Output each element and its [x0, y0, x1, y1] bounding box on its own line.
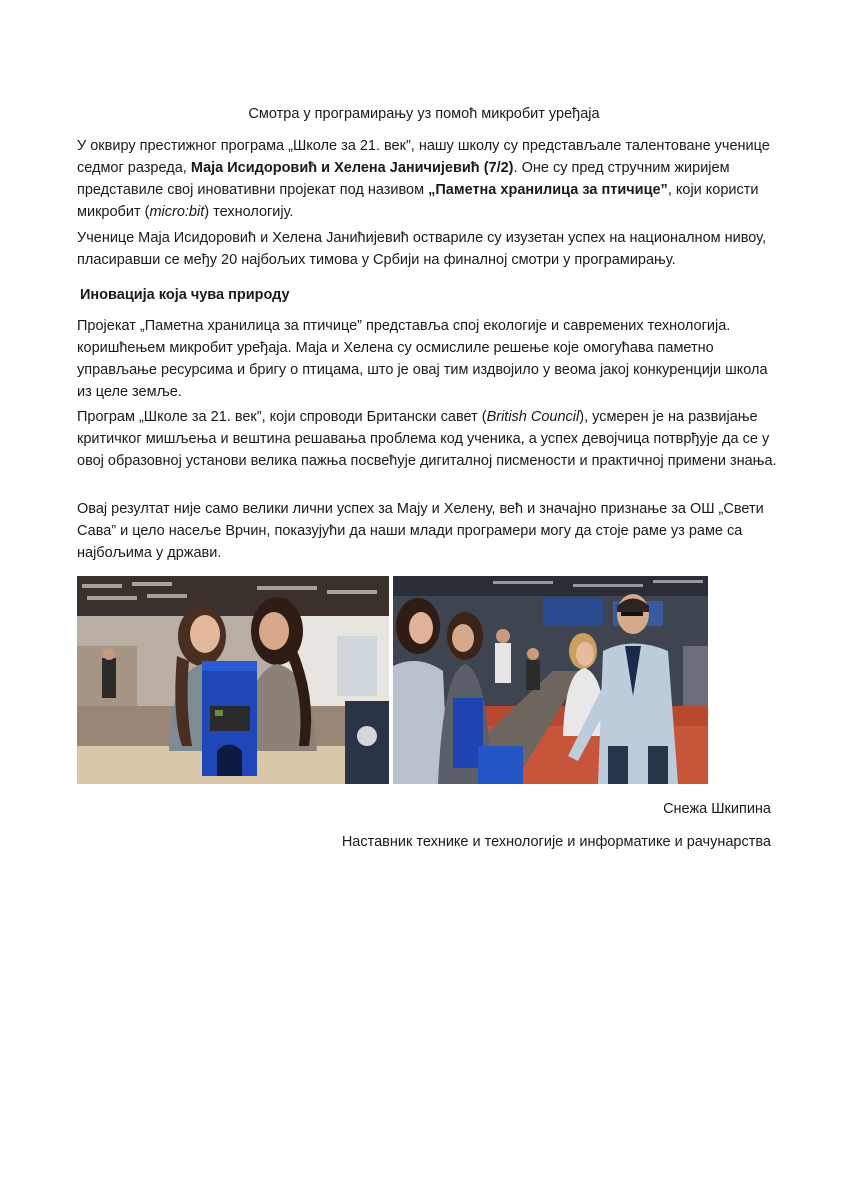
intro-text-b: . Оне су пред стручним жиријем представиле свој иновативни пројекат под називом: [77, 160, 730, 198]
signature-name: Снежа Шкипина: [663, 801, 771, 817]
intro-text-c: , који користи микробит (: [77, 182, 759, 220]
program-text-b: ), усмерен је на развијање критичког мишљења и вештина решавања проблема код ученика, а успех девојчица потврђује да се у овој образовној установи велика пажња посвећује дигиталној писмености и практичној примени знања.: [77, 409, 777, 469]
project-name: „Паметна хранилица за птичице”: [428, 182, 668, 198]
paragraph-success: Ученице Маја Исидоровић и Хелена Јанићијевић оствариле су изузетан успех на националном нивоу, пласиравши се међу 20 најбољих тимова у Србији на финалној смотри у програмирању.: [77, 230, 767, 268]
section-heading: Иновација која чува природу: [80, 287, 290, 303]
paragraph-project: Пројекат „Паметна хранилица за птичице” представља спој екологије и савремених технологија. коришћењем микробит уређаја. Маја и Хелена су осмислиле решење које омогућава паметно управљање ресурсима и бригу о птицама, што је овај тим издвојило у веома јакој конкуренцији школа из целе земље.: [77, 318, 768, 400]
signature-role: Наставник технике и технологије и информатике и рачунарства: [341, 834, 771, 850]
microbit-term: micro:bit: [149, 204, 205, 220]
photo-students-with-feeder: [77, 576, 389, 784]
british-council-term: British Council: [486, 409, 580, 425]
program-text-a: Програм „Школе за 21. век”, који спроводи Британски савет (: [77, 409, 487, 425]
student-names: Маја Исидоровић и Хелена Јаничијевић (7/2): [190, 160, 514, 176]
intro-text-a: У оквиру престижног програма „Школе за 21. век”, нашу школу су представљале талентоване ученице седмог разреда,: [77, 138, 770, 176]
document-title: Смотра у програмирању уз помоћ микробит уређаја: [248, 106, 600, 122]
paragraph-program: [77, 406, 777, 472]
paragraph-conclusion: Овај резултат није само велики лични успех за Мају и Хелену, већ и значајно признање за ОШ „Свети Сава” и цело насеље Врчин, показујући да наши млади програмери могу да стоје раме уз раме са најбољима у држави.: [77, 501, 764, 561]
photo-jury-inspecting: [393, 576, 708, 784]
paragraph-intro: [77, 135, 777, 223]
intro-text-d: ) технологију.: [204, 204, 294, 220]
